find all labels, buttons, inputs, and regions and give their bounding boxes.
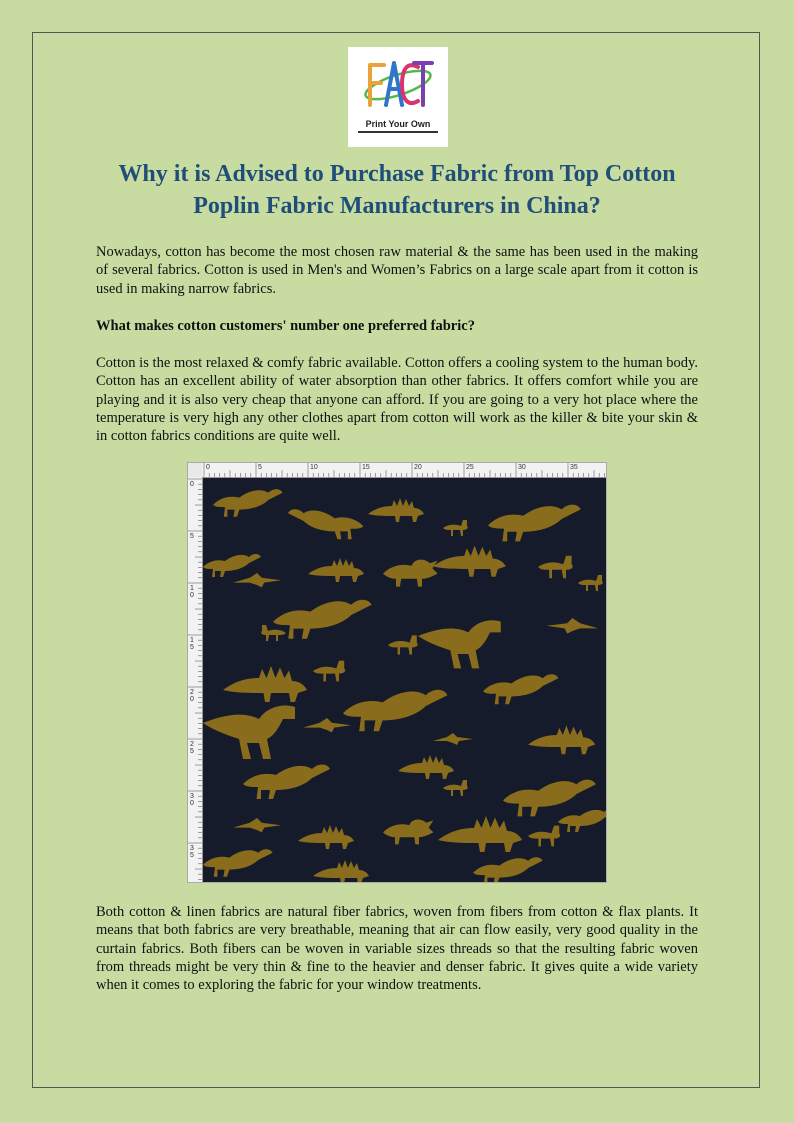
dinosaur-motif-icon	[368, 498, 424, 522]
ruler-left-label: 2 5	[190, 741, 194, 755]
dinosaur-motif-icon	[538, 556, 573, 578]
ruler-left-label: 3 0	[190, 793, 194, 807]
ruler-top-label: 0	[206, 464, 210, 471]
ruler-top-label: 15	[362, 464, 370, 471]
dinosaur-motif-icon	[418, 620, 501, 668]
dinosaur-pattern-svg	[203, 478, 606, 882]
dinosaur-motif-icon	[273, 600, 372, 639]
dinosaur-motif-icon	[443, 520, 468, 536]
logo	[348, 47, 448, 147]
dinosaur-motif-icon	[383, 819, 433, 844]
dinosaur-motif-icon	[473, 857, 543, 882]
dinosaur-motif-icon	[528, 826, 560, 847]
ruler-left	[188, 477, 203, 882]
dinosaur-motif-icon	[388, 635, 418, 654]
page-title: Why it is Advised to Purchase Fabric from Top Cotton Poplin Fabric Manufacturers in China?	[118, 161, 676, 219]
dinosaur-motif-icon	[438, 816, 522, 852]
dinosaur-motif-icon	[308, 558, 364, 582]
dinosaur-motif-icon	[298, 825, 354, 849]
ruler-left-label: 1 0	[190, 585, 194, 599]
dinosaur-motif-icon	[288, 509, 363, 539]
logo-tagline: Print Your Own	[365, 119, 431, 129]
dinosaur-motif-icon	[558, 809, 606, 832]
dinosaur-motif-icon	[313, 661, 345, 682]
dinosaur-motif-icon	[233, 818, 281, 832]
dinosaur-motif-icon	[383, 560, 438, 587]
dinosaur-motif-icon	[443, 780, 468, 796]
dinosaur-motif-icon	[488, 505, 581, 542]
fact-logo-icon	[348, 47, 448, 117]
dinosaur-motif-icon	[398, 755, 454, 779]
ruler-left-label: 1 5	[190, 637, 194, 651]
ruler-top-ticks	[202, 463, 606, 477]
ruler-left-label: 3 5	[190, 845, 194, 859]
dinosaur-motif-icon	[303, 718, 351, 732]
ruler-top-label: 30	[518, 464, 526, 471]
dinosaur-motif-icon	[503, 780, 596, 817]
dinosaur-motif-icon	[203, 706, 295, 760]
dinosaur-motif-icon	[243, 765, 330, 800]
intro-paragraph: Nowadays, cotton has become the most chosen raw material & the same has been used in the making of several fabrics. Cotton is used in Men's and Women’s Fabrics on a large scale apart from it cotton is used in making narrow fabrics.	[96, 244, 698, 297]
dinosaur-motif-icon	[578, 575, 603, 591]
dinosaur-motif-icon	[203, 554, 261, 577]
comfort-paragraph: Cotton is the most relaxed & comfy fabric available. Cotton offers a cooling system to the human body. Cotton has an excellent ability of water absorption than other fabrics. It offers comfort while you are playing and it is also very cheap that anyone can afford. If you are going to a very hot place where the temperature is very high any other clothes apart from cotton will work as the killer & bite your skin & in cotton fabrics conditions are quite well.	[96, 355, 698, 445]
ruler-top-label: 25	[466, 464, 474, 471]
ruler-top-label: 5	[258, 464, 262, 471]
ruler-top-label: 35	[570, 464, 578, 471]
ruler-top	[202, 463, 606, 478]
dinosaur-motif-icon	[546, 618, 598, 634]
dinosaur-motif-icon	[313, 860, 369, 882]
section-subheading: What makes cotton customers' number one preferred fabric?	[96, 318, 475, 334]
dinosaur-motif-icon	[343, 690, 447, 731]
dinosaur-motif-icon	[433, 733, 473, 745]
ruler-left-label: 2 0	[190, 689, 194, 703]
dinosaur-motif-icon	[223, 666, 307, 702]
fabric-image	[187, 462, 607, 883]
ruler-top-label: 20	[414, 464, 422, 471]
linen-paragraph: Both cotton & linen fabrics are natural fiber fabrics, woven from fibers from cotton & flax plants. It means that both fabrics are very breathable, meaning that air can flow easily, very good quality in the curtain fabrics. Both fibers can be woven in variable sizes threads so that the resulting fabric woven from threads might be very thin & fine to the heavier and denser fabric. It gives quite a wide variety when it comes to exploring the fabric for your window treatments.	[96, 904, 698, 994]
dinosaur-motif-icon	[203, 849, 273, 877]
ruler-left-label: 5	[190, 533, 194, 540]
dinosaur-motif-icon	[433, 546, 506, 577]
dinosaur-fabric-pattern	[203, 478, 606, 882]
logo-underline	[358, 131, 438, 133]
dinosaur-motif-icon	[528, 725, 595, 754]
ruler-top-label: 10	[310, 464, 318, 471]
dinosaur-motif-icon	[261, 625, 286, 641]
dinosaur-motif-icon	[233, 573, 281, 587]
dinosaur-motif-icon	[483, 674, 558, 704]
ruler-left-label: 0	[190, 481, 194, 488]
dinosaur-motif-icon	[213, 489, 283, 517]
